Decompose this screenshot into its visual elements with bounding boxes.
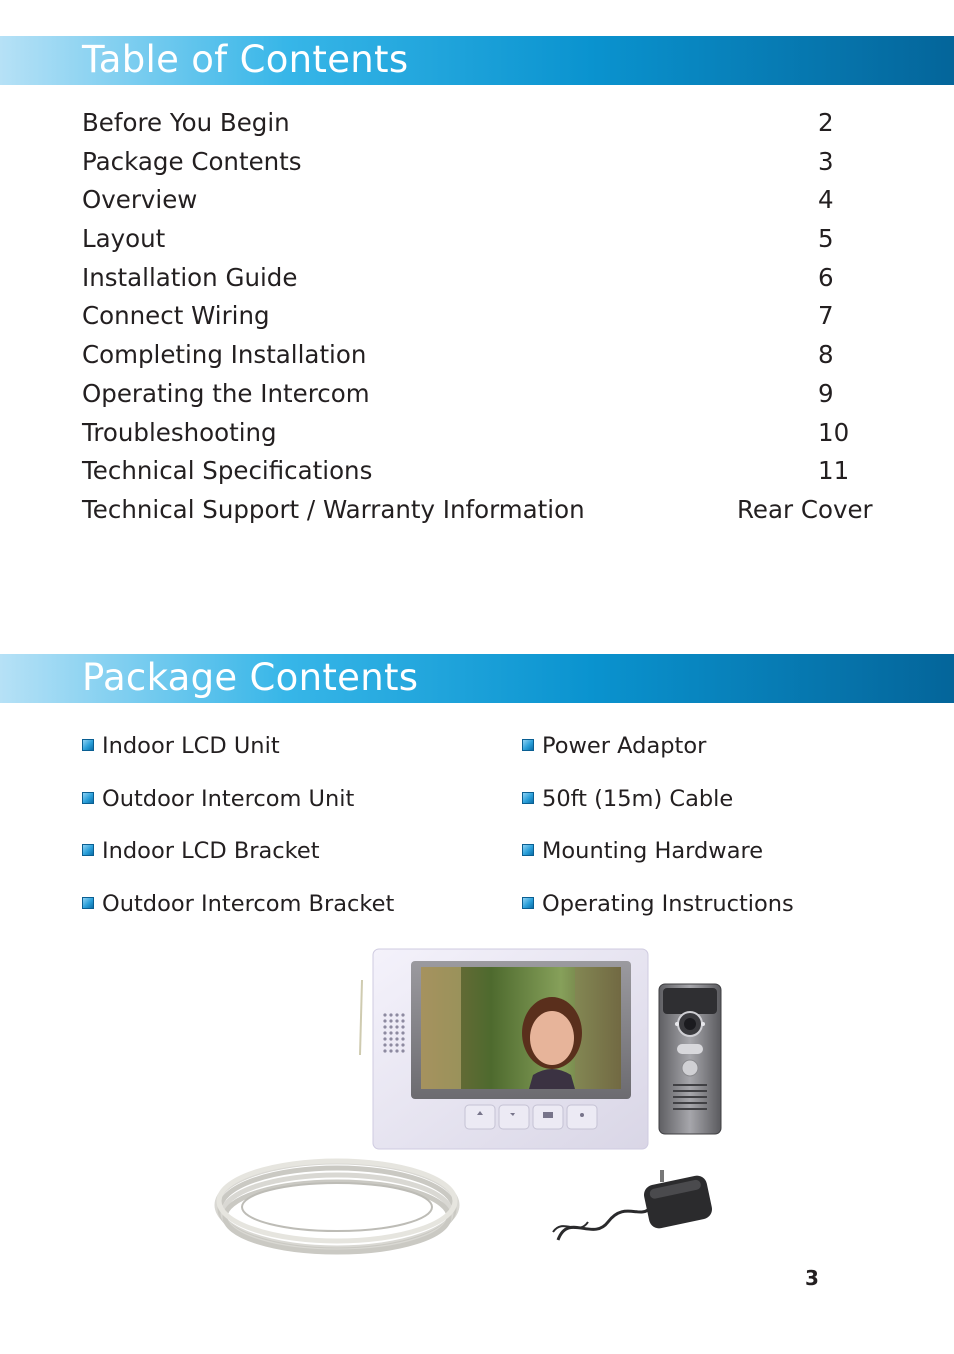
package-banner	[0, 654, 954, 703]
toc-entry-page: 11	[818, 456, 850, 486]
outdoor-intercom-unit-image	[655, 980, 725, 1160]
toc-entry-page: 2	[818, 108, 834, 137]
indoor-lcd-unit-image	[355, 945, 655, 1160]
toc-entry-label: Overview	[82, 185, 198, 215]
square-bullet-icon	[82, 792, 94, 804]
toc-entry[interactable]	[82, 336, 882, 375]
toc-entry-page: 3	[818, 146, 834, 176]
toc-entry[interactable]	[82, 220, 882, 259]
toc-entry[interactable]	[82, 104, 882, 143]
toc-entry-label: Installation Guide	[82, 262, 298, 292]
toc-entry[interactable]	[82, 297, 882, 336]
package-item-label: 50ft (15m) Cable	[542, 786, 734, 812]
toc-entry-page: 5	[818, 224, 834, 254]
square-bullet-icon	[82, 897, 94, 909]
square-bullet-icon	[82, 844, 94, 856]
toc-title: Table of Contents	[82, 38, 409, 81]
toc-entry-label: Connect Wiring	[82, 301, 270, 331]
square-bullet-icon	[522, 792, 534, 804]
toc-entry-page: 10	[818, 417, 850, 447]
toc-entry-label: Layout	[82, 224, 166, 254]
cable-image	[210, 1155, 465, 1260]
toc-entry-label: Technical Specifications	[82, 456, 373, 486]
toc-entry[interactable]	[82, 414, 882, 453]
toc-banner	[0, 36, 954, 85]
toc-entry[interactable]	[82, 259, 882, 298]
package-item-label: Indoor LCD Unit	[102, 733, 280, 759]
toc-entry[interactable]	[82, 143, 882, 182]
package-item-label: Outdoor Intercom Unit	[102, 786, 355, 812]
toc-list	[82, 104, 882, 530]
toc-entry[interactable]	[82, 375, 882, 414]
package-item-label: Power Adaptor	[542, 733, 707, 759]
toc-entry[interactable]	[82, 491, 882, 530]
toc-entry-label: Package Contents	[82, 146, 302, 176]
toc-entry-page: 8	[818, 340, 834, 370]
toc-entry-label: Troubleshooting	[82, 417, 277, 447]
toc-entry-page: 9	[818, 378, 834, 408]
toc-entry-label: Operating the Intercom	[82, 378, 370, 408]
square-bullet-icon	[82, 739, 94, 751]
toc-entry[interactable]	[82, 452, 882, 491]
package-item-label: Outdoor Intercom Bracket	[102, 891, 395, 917]
package-item-label: Indoor LCD Bracket	[102, 838, 320, 864]
square-bullet-icon	[522, 844, 534, 856]
toc-entry-page: 7	[818, 301, 834, 331]
toc-entry-page: 4	[818, 185, 834, 215]
toc-entry[interactable]	[82, 181, 882, 220]
toc-entry-label: Before You Begin	[82, 108, 290, 137]
toc-entry-label: Technical Support / Warranty Information	[82, 494, 585, 524]
toc-entry-label: Completing Installation	[82, 340, 367, 370]
square-bullet-icon	[522, 739, 534, 751]
package-item-label: Operating Instructions	[542, 891, 794, 917]
package-item-label: Mounting Hardware	[542, 838, 764, 864]
package-title: Package Contents	[82, 656, 419, 699]
power-adaptor-image	[548, 1162, 718, 1252]
toc-entry-page: 6	[818, 262, 834, 292]
page-number: 3	[805, 1266, 819, 1290]
toc-entry-page: Rear Cover	[737, 494, 873, 524]
square-bullet-icon	[522, 897, 534, 909]
